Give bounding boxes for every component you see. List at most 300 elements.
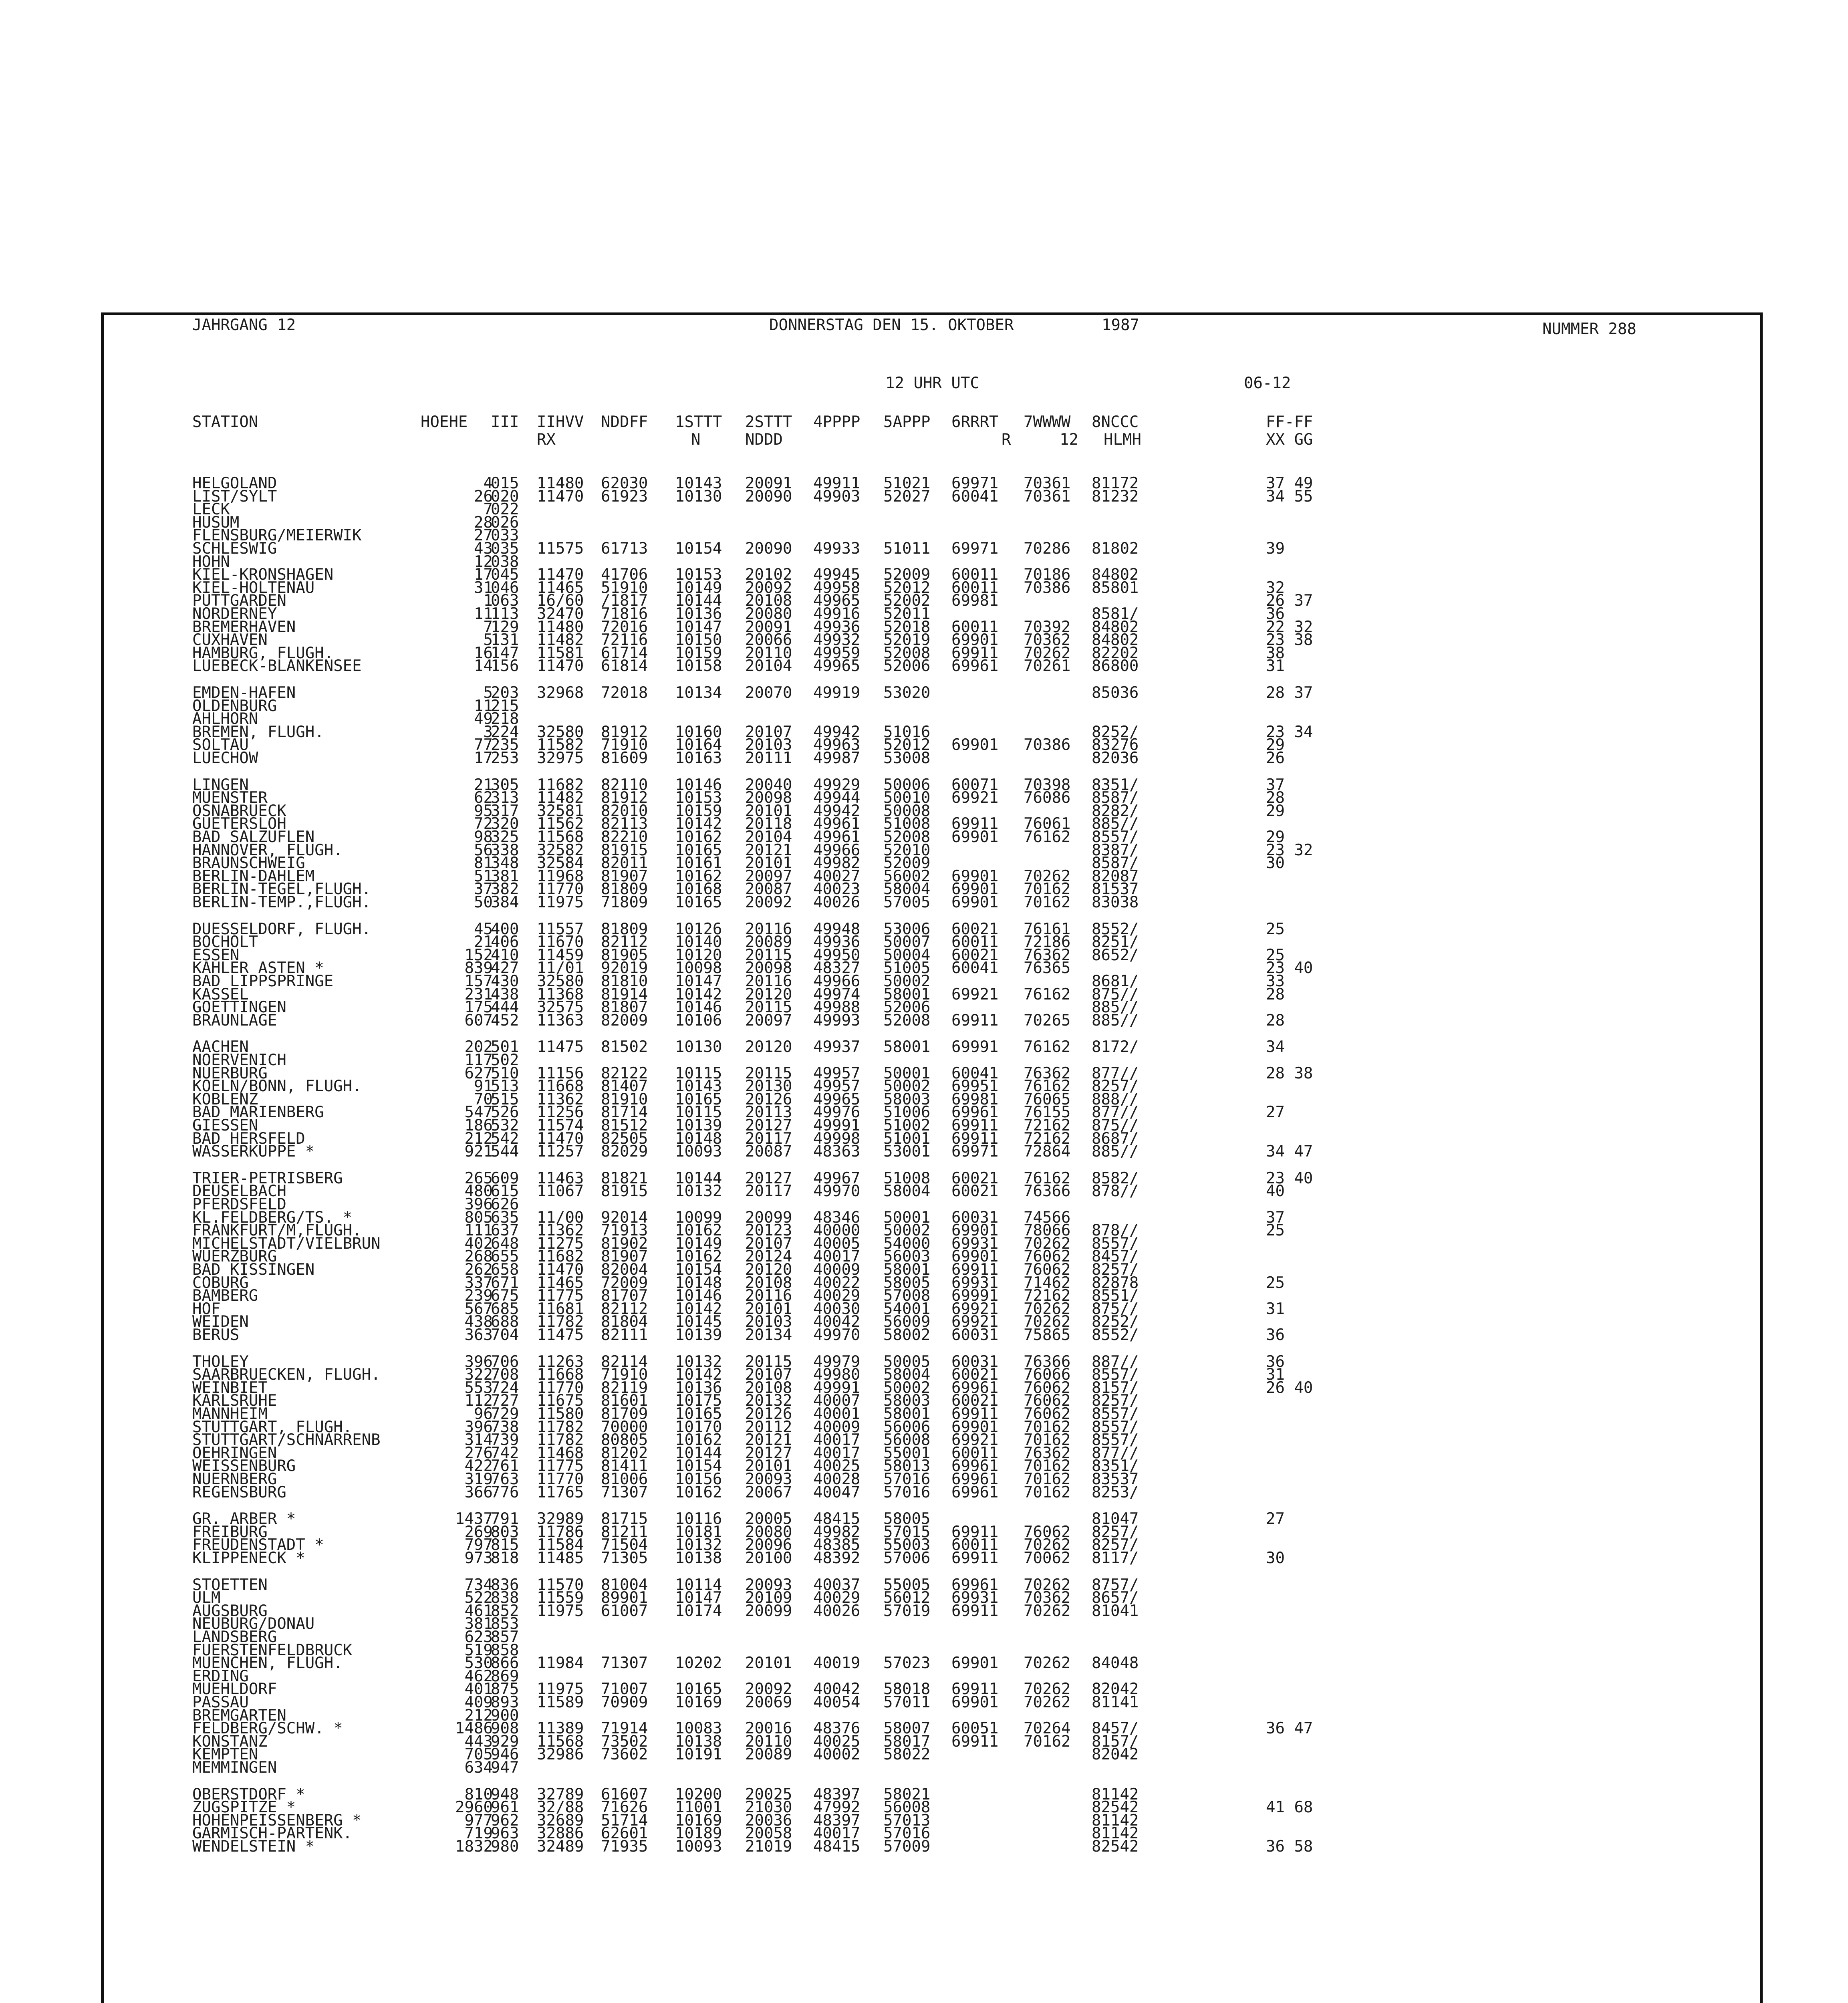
table-cell: 28 bbox=[474, 514, 493, 532]
table-cell: 49980 bbox=[813, 1366, 861, 1384]
table-cell: 55001 bbox=[883, 1444, 931, 1462]
table-cell: 81601 bbox=[601, 1392, 648, 1410]
table-cell: 70392 bbox=[1024, 618, 1071, 636]
table-cell: 25 bbox=[1266, 1274, 1285, 1292]
table-cell: 20025 bbox=[745, 1785, 792, 1804]
table-cell: 929 bbox=[491, 1733, 519, 1751]
table-cell: 52009 bbox=[883, 566, 931, 584]
table-cell: 69961 bbox=[951, 1379, 999, 1397]
table-cell: 10159 bbox=[675, 802, 722, 820]
col-2sttt-sub: NDDD bbox=[745, 431, 783, 449]
table-cell: 11562 bbox=[537, 815, 584, 833]
table-cell: 49944 bbox=[813, 789, 861, 807]
table-cell: 11770 bbox=[537, 1470, 584, 1488]
table-cell: 69911 bbox=[951, 1602, 999, 1620]
table-cell: 50005 bbox=[883, 1353, 931, 1371]
table-cell: 704 bbox=[491, 1326, 519, 1344]
station-name: HAMBURG, FLUGH. bbox=[192, 644, 334, 662]
table-cell: 32/88 bbox=[537, 1798, 584, 1816]
table-cell: 877// bbox=[1092, 1064, 1139, 1082]
table-cell: 40017 bbox=[813, 1431, 861, 1449]
table-cell: 10126 bbox=[675, 920, 722, 938]
station-name: BOCHOLT bbox=[192, 933, 258, 951]
table-cell: 11559 bbox=[537, 1589, 584, 1607]
table-cell: 839 bbox=[464, 959, 493, 977]
table-cell: 8252/ bbox=[1092, 723, 1139, 741]
table-cell: 11568 bbox=[537, 828, 584, 846]
table-cell: 52027 bbox=[883, 488, 931, 506]
table-cell: 10147 bbox=[675, 1589, 722, 1607]
table-cell: 48415 bbox=[813, 1510, 861, 1528]
table-cell: 325 bbox=[491, 828, 519, 846]
table-cell: 76162 bbox=[1024, 1077, 1071, 1095]
table-cell: 20103 bbox=[745, 736, 792, 754]
table-cell: 76086 bbox=[1024, 789, 1071, 807]
table-cell: 10191 bbox=[675, 1745, 722, 1763]
table-cell: 11668 bbox=[537, 1366, 584, 1384]
station-name: PUTTGARDEN bbox=[192, 592, 286, 610]
station-name: MEMMINGEN bbox=[192, 1759, 277, 1777]
table-cell: 28 bbox=[1266, 1012, 1285, 1030]
table-cell: 10164 bbox=[675, 736, 722, 754]
table-cell: 76362 bbox=[1024, 1444, 1071, 1462]
table-cell: 885// bbox=[1092, 815, 1139, 833]
table-cell: 8282/ bbox=[1092, 802, 1139, 820]
table-cell: 11482 bbox=[537, 631, 584, 649]
table-cell: 60031 bbox=[951, 1326, 999, 1344]
station-name: NEUBURG/DONAU bbox=[192, 1615, 315, 1633]
table-cell: 8551/ bbox=[1092, 1287, 1139, 1305]
table-cell: 76062 bbox=[1024, 1379, 1071, 1397]
table-cell: 32581 bbox=[537, 802, 584, 820]
table-cell: 49979 bbox=[813, 1353, 861, 1371]
table-cell: 33 bbox=[1266, 972, 1285, 990]
table-cell: 8257/ bbox=[1092, 1536, 1139, 1554]
station-name: SOLTAU bbox=[192, 736, 249, 754]
table-cell: 49957 bbox=[813, 1077, 861, 1095]
table-cell: 49991 bbox=[813, 1379, 861, 1397]
table-cell: 81202 bbox=[601, 1444, 648, 1462]
table-cell: 51011 bbox=[883, 540, 931, 558]
table-cell: 49987 bbox=[813, 749, 861, 767]
table-cell: 522 bbox=[464, 1589, 493, 1607]
jahrgang-label: JAHRGANG 12 bbox=[192, 316, 296, 334]
col-7wwww-sub: 12 bbox=[1060, 431, 1078, 449]
table-cell: 31 bbox=[1266, 657, 1285, 675]
table-cell: 82114 bbox=[601, 1353, 648, 1371]
table-cell: 729 bbox=[491, 1405, 519, 1423]
table-cell: 8157/ bbox=[1092, 1733, 1139, 1751]
table-cell: 81141 bbox=[1092, 1693, 1139, 1711]
table-cell: 7 bbox=[483, 618, 493, 636]
table-cell: 10143 bbox=[675, 474, 722, 492]
table-cell: 81809 bbox=[601, 920, 648, 938]
table-cell: 52008 bbox=[883, 1012, 931, 1030]
table-cell: 70162 bbox=[1024, 1483, 1071, 1501]
table-cell: 60051 bbox=[951, 1719, 999, 1737]
table-cell: 49957 bbox=[813, 1064, 861, 1082]
issue-number: NUMMER 288 bbox=[1542, 320, 1636, 338]
table-cell: 11568 bbox=[537, 1733, 584, 1751]
table-cell: 11 bbox=[474, 605, 493, 623]
table-cell: 71809 bbox=[601, 893, 648, 911]
table-cell: 40001 bbox=[813, 1405, 861, 1423]
table-cell: 48385 bbox=[813, 1536, 861, 1554]
table-cell: 76161 bbox=[1024, 920, 1071, 938]
table-cell: 58005 bbox=[883, 1510, 931, 1528]
table-cell: 52006 bbox=[883, 657, 931, 675]
table-cell: 875// bbox=[1092, 985, 1139, 1004]
col-6rrrt: 6RRRT bbox=[951, 413, 999, 431]
table-cell: 32489 bbox=[537, 1838, 584, 1856]
table-cell: 635 bbox=[491, 1209, 519, 1227]
table-cell: 51005 bbox=[883, 959, 931, 977]
table-cell: 72162 bbox=[1024, 1116, 1071, 1134]
station-name: OLDENBURG bbox=[192, 697, 277, 715]
table-cell: 32689 bbox=[537, 1812, 584, 1830]
table-cell: 406 bbox=[491, 933, 519, 951]
table-cell: 444 bbox=[491, 998, 519, 1016]
station-name: CUXHAVEN bbox=[192, 631, 268, 649]
table-cell: 877// bbox=[1092, 1103, 1139, 1121]
table-cell: 57023 bbox=[883, 1654, 931, 1672]
table-cell: 81142 bbox=[1092, 1824, 1139, 1842]
table-cell: 40017 bbox=[813, 1444, 861, 1462]
table-cell: 10139 bbox=[675, 1326, 722, 1344]
table-cell: 319 bbox=[464, 1470, 493, 1488]
table-cell: 50004 bbox=[883, 946, 931, 964]
table-cell: 502 bbox=[491, 1051, 519, 1069]
table-cell: 84048 bbox=[1092, 1654, 1139, 1672]
table-cell: 836 bbox=[491, 1576, 519, 1594]
table-cell: 10181 bbox=[675, 1523, 722, 1541]
station-name: PASSAU bbox=[192, 1693, 249, 1711]
table-cell: 57016 bbox=[883, 1824, 931, 1842]
table-cell: 76362 bbox=[1024, 1064, 1071, 1082]
table-cell: 31 bbox=[1266, 1366, 1285, 1384]
table-cell: 40017 bbox=[813, 1824, 861, 1842]
table-cell: 40022 bbox=[813, 1274, 861, 1292]
table-cell: 40042 bbox=[813, 1313, 861, 1331]
table-cell: 878// bbox=[1092, 1221, 1139, 1239]
table-cell: 69971 bbox=[951, 474, 999, 492]
table-cell: 40019 bbox=[813, 1654, 861, 1672]
table-cell: 20132 bbox=[745, 1392, 792, 1410]
table-cell: 49982 bbox=[813, 854, 861, 872]
table-cell: 49 bbox=[474, 710, 493, 728]
table-cell: 742 bbox=[491, 1444, 519, 1462]
table-cell: 719 bbox=[464, 1824, 493, 1842]
table-cell: 81907 bbox=[601, 1247, 648, 1265]
table-cell: 51006 bbox=[883, 1103, 931, 1121]
table-cell: 11463 bbox=[537, 1169, 584, 1187]
table-cell: 71307 bbox=[601, 1483, 648, 1501]
station-name: KOELN/BONN, FLUGH. bbox=[192, 1077, 362, 1095]
table-cell: 40025 bbox=[813, 1733, 861, 1751]
station-name: STUTTGART/SCHNARRENB bbox=[192, 1431, 381, 1449]
table-cell: 70162 bbox=[1024, 893, 1071, 911]
table-cell: 10175 bbox=[675, 1392, 722, 1410]
table-cell: 81709 bbox=[601, 1405, 648, 1423]
table-cell: 81142 bbox=[1092, 1812, 1139, 1830]
table-cell: 11257 bbox=[537, 1143, 584, 1161]
table-cell: 224 bbox=[491, 723, 519, 741]
table-cell: 112 bbox=[464, 1392, 493, 1410]
table-cell: 27 bbox=[1266, 1103, 1285, 1121]
table-cell: 85036 bbox=[1092, 684, 1139, 702]
table-cell: 11682 bbox=[537, 1247, 584, 1265]
table-cell: 49919 bbox=[813, 684, 861, 702]
table-cell: 20093 bbox=[745, 1470, 792, 1488]
date-label: DONNERSTAG DEN 15. OKTOBER bbox=[769, 316, 1014, 334]
table-cell: 10154 bbox=[675, 540, 722, 558]
table-cell: 82210 bbox=[601, 828, 648, 846]
table-cell: 69961 bbox=[951, 1483, 999, 1501]
table-cell: 20112 bbox=[745, 1418, 792, 1436]
table-cell: 71504 bbox=[601, 1536, 648, 1554]
table-cell: 10146 bbox=[675, 1287, 722, 1305]
table-cell: 11975 bbox=[537, 1602, 584, 1620]
table-cell: 26 bbox=[1266, 749, 1285, 767]
table-cell: 74566 bbox=[1024, 1209, 1071, 1227]
table-cell: 11765 bbox=[537, 1483, 584, 1501]
table-cell: 20120 bbox=[745, 1261, 792, 1279]
table-cell: 50002 bbox=[883, 1077, 931, 1095]
table-cell: 8582/ bbox=[1092, 1169, 1139, 1187]
table-cell: 49936 bbox=[813, 618, 861, 636]
table-cell: 11482 bbox=[537, 789, 584, 807]
table-cell: 81802 bbox=[1092, 540, 1139, 558]
table-cell: 20108 bbox=[745, 1274, 792, 1292]
table-cell: 40025 bbox=[813, 1457, 861, 1475]
table-cell: 10153 bbox=[675, 566, 722, 584]
table-cell: 70362 bbox=[1024, 631, 1071, 649]
table-cell: 20098 bbox=[745, 789, 792, 807]
table-cell: 3 bbox=[483, 723, 493, 741]
table-cell: 893 bbox=[491, 1693, 519, 1711]
table-cell: 11668 bbox=[537, 1077, 584, 1095]
table-cell: 69911 bbox=[951, 1549, 999, 1567]
table-cell: 69901 bbox=[951, 880, 999, 898]
station-name: FREUDENSTADT * bbox=[192, 1536, 324, 1554]
table-cell: 382 bbox=[491, 880, 519, 898]
table-cell: 72 bbox=[474, 815, 493, 833]
table-cell: 50006 bbox=[883, 776, 931, 794]
table-cell: 76162 bbox=[1024, 1169, 1071, 1187]
table-cell: 10132 bbox=[675, 1536, 722, 1554]
table-cell: 10153 bbox=[675, 789, 722, 807]
table-cell: 963 bbox=[491, 1824, 519, 1842]
table-cell: 038 bbox=[491, 553, 519, 571]
table-cell: 147 bbox=[491, 644, 519, 662]
table-cell: 10148 bbox=[675, 1274, 722, 1292]
table-cell: 38 bbox=[1266, 644, 1285, 662]
station-name: LANDSBERG bbox=[192, 1628, 277, 1646]
table-cell: 70261 bbox=[1024, 657, 1071, 675]
table-cell: 69911 bbox=[951, 815, 999, 833]
table-cell: 81912 bbox=[601, 723, 648, 741]
table-cell: 69981 bbox=[951, 1090, 999, 1108]
table-cell: 82004 bbox=[601, 1261, 648, 1279]
table-cell: 71307 bbox=[601, 1654, 648, 1672]
table-cell: 51001 bbox=[883, 1130, 931, 1148]
table-cell: 8557/ bbox=[1092, 1366, 1139, 1384]
table-cell: 76162 bbox=[1024, 1038, 1071, 1056]
table-cell: 55003 bbox=[883, 1536, 931, 1554]
table-cell: 62 bbox=[474, 789, 493, 807]
table-cell: 23 32 bbox=[1266, 841, 1313, 859]
table-cell: 56009 bbox=[883, 1313, 931, 1331]
table-cell: 70162 bbox=[1024, 1431, 1071, 1449]
table-cell: 82505 bbox=[601, 1130, 648, 1148]
table-cell: 10148 bbox=[675, 1130, 722, 1148]
table-cell: 82010 bbox=[601, 802, 648, 820]
table-cell: 81411 bbox=[601, 1457, 648, 1475]
table-cell: 60011 bbox=[951, 579, 999, 597]
table-cell: 52012 bbox=[883, 736, 931, 754]
table-cell: 724 bbox=[491, 1379, 519, 1397]
table-cell: 10144 bbox=[675, 1169, 722, 1187]
table-cell: 49936 bbox=[813, 933, 861, 951]
table-cell: 10140 bbox=[675, 933, 722, 951]
station-name: ERDING bbox=[192, 1667, 249, 1685]
table-cell: 82029 bbox=[601, 1143, 648, 1161]
table-cell: 69961 bbox=[951, 1457, 999, 1475]
table-cell: 262 bbox=[464, 1261, 493, 1279]
table-cell: 20080 bbox=[745, 1523, 792, 1541]
table-cell: 70262 bbox=[1024, 1693, 1071, 1711]
table-cell: 81810 bbox=[601, 972, 648, 990]
table-cell: 69961 bbox=[951, 1576, 999, 1594]
table-cell: 10162 bbox=[675, 1431, 722, 1449]
table-cell: 34 55 bbox=[1266, 488, 1313, 506]
table-cell: 76366 bbox=[1024, 1182, 1071, 1200]
table-cell: 49916 bbox=[813, 605, 861, 623]
table-cell: 52018 bbox=[883, 618, 931, 636]
table-cell: 58021 bbox=[883, 1785, 931, 1804]
table-cell: 95 bbox=[474, 802, 493, 820]
table-cell: 40017 bbox=[813, 1247, 861, 1265]
table-cell: 11975 bbox=[537, 893, 584, 911]
table-cell: 20092 bbox=[745, 1680, 792, 1698]
table-cell: 11984 bbox=[537, 1654, 584, 1672]
table-cell: 10083 bbox=[675, 1719, 722, 1737]
table-cell: 815 bbox=[491, 1536, 519, 1554]
table-cell: 49991 bbox=[813, 1116, 861, 1134]
table-cell: 11470 bbox=[537, 657, 584, 675]
table-cell: 71914 bbox=[601, 1719, 648, 1737]
table-cell: 8657/ bbox=[1092, 1589, 1139, 1607]
table-cell: 81172 bbox=[1092, 474, 1139, 492]
table-cell: 20036 bbox=[745, 1812, 792, 1830]
table-cell: 567 bbox=[464, 1300, 493, 1318]
table-cell: 51 bbox=[474, 867, 493, 885]
table-cell: 10116 bbox=[675, 1510, 722, 1528]
table-cell: 49966 bbox=[813, 841, 861, 859]
table-cell: 32968 bbox=[537, 684, 584, 702]
table-cell: 80805 bbox=[601, 1431, 648, 1449]
table-cell: 875 bbox=[491, 1680, 519, 1698]
table-cell: 542 bbox=[491, 1130, 519, 1148]
table-cell: 11557 bbox=[537, 920, 584, 938]
station-name: KAHLER ASTEN * bbox=[192, 959, 324, 977]
table-cell: 69971 bbox=[951, 1143, 999, 1161]
table-cell: 152 bbox=[464, 946, 493, 964]
table-cell: 58004 bbox=[883, 1366, 931, 1384]
table-cell: 96 bbox=[474, 1405, 493, 1423]
table-cell: 10093 bbox=[675, 1838, 722, 1856]
table-cell: 10165 bbox=[675, 841, 722, 859]
table-cell: 56012 bbox=[883, 1589, 931, 1607]
table-cell: 81047 bbox=[1092, 1510, 1139, 1528]
table-cell: 10163 bbox=[675, 749, 722, 767]
table-cell: 49929 bbox=[813, 776, 861, 794]
station-name: WEINBIET bbox=[192, 1379, 268, 1397]
table-cell: 655 bbox=[491, 1247, 519, 1265]
table-cell: 69901 bbox=[951, 893, 999, 911]
table-cell: 81512 bbox=[601, 1116, 648, 1134]
table-cell: 10165 bbox=[675, 1405, 722, 1423]
table-cell: 56 bbox=[474, 841, 493, 859]
table-cell: 82111 bbox=[601, 1326, 648, 1344]
table-cell: 82042 bbox=[1092, 1745, 1139, 1763]
table-cell: 69901 bbox=[951, 1654, 999, 1672]
table-cell: 175 bbox=[464, 998, 493, 1016]
table-cell: 117 bbox=[464, 1051, 493, 1069]
table-cell: 69911 bbox=[951, 1523, 999, 1541]
table-cell: 61607 bbox=[601, 1785, 648, 1804]
table-cell: 11/01 bbox=[537, 959, 584, 977]
table-cell: 113 bbox=[491, 605, 519, 623]
station-name: MUENCHEN, FLUGH. bbox=[192, 1654, 343, 1672]
table-cell: 69991 bbox=[951, 1287, 999, 1305]
table-cell: 685 bbox=[491, 1300, 519, 1318]
table-cell: 20040 bbox=[745, 776, 792, 794]
table-cell: 49998 bbox=[813, 1130, 861, 1148]
table-cell: 20130 bbox=[745, 1077, 792, 1095]
table-cell: 62030 bbox=[601, 474, 648, 492]
table-cell: 69971 bbox=[951, 540, 999, 558]
station-name: ESSEN bbox=[192, 946, 240, 964]
table-cell: 10169 bbox=[675, 1812, 722, 1830]
table-cell: 71910 bbox=[601, 1366, 648, 1384]
table-cell: 36 bbox=[1266, 1353, 1285, 1371]
table-cell: 20117 bbox=[745, 1182, 792, 1200]
table-cell: 818 bbox=[491, 1549, 519, 1567]
table-cell: 69901 bbox=[951, 631, 999, 649]
table-cell: 12 bbox=[474, 553, 493, 571]
table-cell: 49967 bbox=[813, 1169, 861, 1187]
table-cell: 20089 bbox=[745, 1745, 792, 1763]
station-name: ULM bbox=[192, 1589, 221, 1607]
table-cell: 8587/ bbox=[1092, 789, 1139, 807]
table-cell: 20123 bbox=[745, 1221, 792, 1239]
table-cell: 70162 bbox=[1024, 880, 1071, 898]
table-cell: 41706 bbox=[601, 566, 648, 584]
table-cell: 37 bbox=[1266, 776, 1285, 794]
col-iihvv-sub: RX bbox=[537, 431, 556, 449]
table-cell: 69901 bbox=[951, 1418, 999, 1436]
station-name: HELGOLAND bbox=[192, 474, 277, 492]
table-cell: 797 bbox=[464, 1536, 493, 1554]
station-name: KOBLENZ bbox=[192, 1090, 258, 1108]
table-cell: 40026 bbox=[813, 893, 861, 911]
table-cell: 268 bbox=[464, 1247, 493, 1265]
table-cell: 56002 bbox=[883, 867, 931, 885]
table-cell: 69931 bbox=[951, 1589, 999, 1607]
table-cell: 71816 bbox=[601, 605, 648, 623]
station-name: KL.FELDBERG/TS. * bbox=[192, 1209, 353, 1227]
